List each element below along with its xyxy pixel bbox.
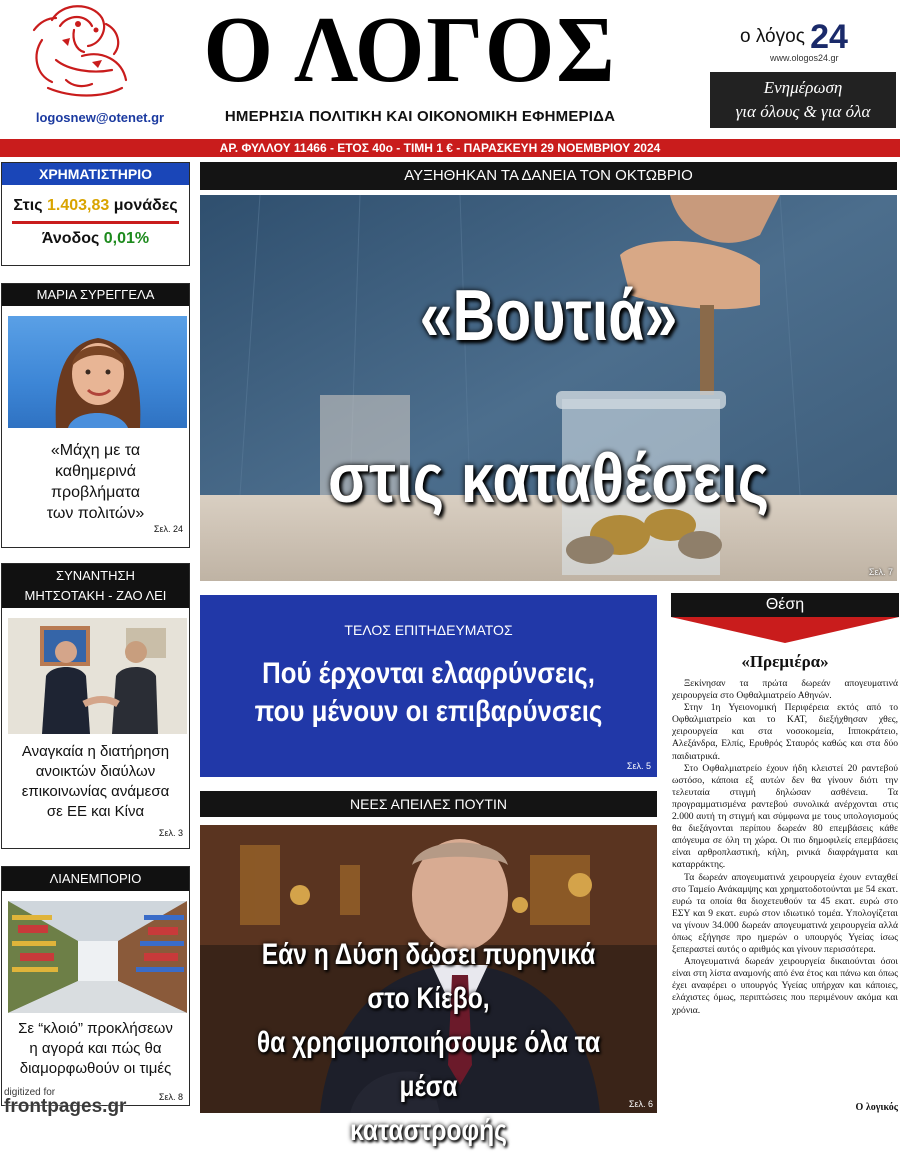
logos24-url[interactable]: www.ologos24.gr (770, 53, 839, 63)
tax-kicker: ΤΕΛΟΣ ΕΠΙΤΗΔΕΥΜΑΤΟΣ (344, 622, 513, 638)
editorial-paragraph: Στο Οφθαλμιατρείο έχουν ήδη κλειστεί 20 ραντεβού ωστόσο, κάποια εξ αυτών δεν θα γίνουν διότι την τελευταία στιγμή δηλώσαν ασθένεια. Τα προγραμματισμένα ραντεβού συνολικά ανέρχονται στις 2.000 αυτή τη στιγμή και σύμφωνα με τους υπολογισμούς θα διεξάγονται περίπου δωρεάν 80 επεμβάσεις κάθε απόγευμα σε όλη τη χώρα. Οι πιο δημοφιλείς επεμβάσεις είναι αρθροπλαστική, κήλη, ρινικά διαφράγματα και καταρράκτης. (672, 762, 898, 871)
quote-line: καθημερινά (54, 463, 137, 480)
tagline-box (710, 72, 896, 128)
hero-kicker: ΑΥΞΗΘΗΚΑΝ ΤΑ ΔΑΝΕΙΑ ΤΟΝ ΟΚΤΩΒΡΙΟ (200, 162, 897, 190)
story-line: ανοικτών διαύλων (35, 763, 156, 780)
putin-title-line-2: θα χρησιμοποιήσουμε όλα τα μέσα (256, 1026, 601, 1103)
stock-points-suffix: μονάδες (113, 197, 178, 214)
story-meeting[interactable] (1, 563, 190, 849)
issue-info: ΑΡ. ΦΥΛΛΟΥ 11466 - ΕΤΟΣ 40ο - ΤΙΜΗ 1 € - ΠΑΡΑΣΚΕΥΗ 29 ΝΟΕΜΒΡΙΟΥ 2024 (219, 141, 661, 155)
portrait-photo (8, 316, 187, 428)
stock-points-prefix: Στις (13, 197, 43, 214)
story-retail-text (2, 1019, 189, 1079)
watermark-site: frontpages.gr (4, 1096, 127, 1117)
tax-title[interactable] (232, 655, 625, 731)
page-ref: Σελ. 6 (628, 1099, 653, 1109)
editorial-title[interactable]: «Πρεμιέρα» (741, 652, 829, 671)
story-line: επικοινωνίας ανάμεσα (21, 783, 170, 800)
page-ref: Σελ. 7 (868, 567, 893, 577)
tax-title-line-1: Πού έρχονται ελαφρύνσεις, (262, 657, 595, 690)
watermark (4, 1088, 164, 1116)
editorial-heading: Θέση (671, 593, 899, 617)
stock-change (12, 221, 179, 248)
story-retail-heading: ΛΙΑΝΕΜΠΟΡΙΟ (2, 867, 189, 891)
newspaper-subtitle: ΗΜΕΡΗΣΙΑ ΠΟΛΙΤΙΚΗ ΚΑΙ ΟΙΚΟΝΟΜΙΚΗ ΕΦΗΜΕΡΙΔΑ (224, 108, 616, 125)
watermark-small: digitized for (4, 1087, 56, 1098)
tagline-line-2: για όλους & για όλα (735, 102, 871, 121)
quote-line: των πολιτών» (46, 505, 145, 522)
stock-points-value: 1.403,83 (47, 197, 110, 214)
story-meeting-heading-line-2: ΜΗΤΣΟΤΑΚΗ - ΖΑΟ ΛΕΙ (24, 588, 167, 603)
hero-title-line-1[interactable]: «Βουτιά» (419, 276, 678, 356)
tagline-line-1: Ενημέρωση (763, 78, 843, 97)
stock-points (2, 197, 189, 215)
page-ref: Σελ. 8 (158, 1092, 183, 1102)
quote-line: «Μάχη με τα (50, 442, 141, 459)
logos24-logo (740, 18, 850, 57)
stock-change-value: 0,01% (103, 230, 150, 247)
stock-change-prefix: Άνοδος (41, 230, 100, 247)
tax-title-line-2: που μένουν οι επιβαρύνσεις (254, 695, 603, 728)
putin-kicker: ΝΕΕΣ ΑΠΕΙΛΕΣ ΠΟΥΤΙΝ (200, 791, 657, 817)
story-line: Αναγκαία η διατήρηση (21, 743, 170, 760)
supermarket-photo (8, 901, 187, 1013)
editorial-paragraph: Ξεκίνησαν τα πρώτα δωρεάν απογευματινά χειρουργεία στο Οφθαλμιατρείο Αθηνών. (672, 678, 898, 702)
story-line: σε ΕΕ και Κίνα (46, 803, 145, 820)
stock-box[interactable] (1, 162, 190, 266)
story-line: Σε “κλοιό” προκλήσεων (18, 1020, 173, 1037)
story-syregela-heading: ΜΑΡΙΑ ΣΥΡΕΓΓΕΛΑ (2, 284, 189, 306)
story-syregela-quote (2, 440, 189, 524)
story-syregela[interactable] (1, 283, 190, 548)
editorial-paragraph: Τα δωρεάν απογευματινά χειρουργεία έχουν ενταχθεί στο Ταμείο Ανάκαμψης και χρηματοδοτούνται με 54 εκατ. ευρώ τα οποία θα διοχετευθούν τα 45 εκατ. ευρώ στο ΕΣΥ και 9 εκατ. ευρώ στον ιδιωτικό τομέα. Υπολογίζεται να γίνουν 34.000 δωρεάν απογευματινά χειρουργεία αλλά όπως εξήγησε προ ημερών ο υπουργός Υγείας ίσως ξεπεραστεί αυτός ο αριθμός και γίνουν περισσότερα. (672, 871, 898, 956)
story-meeting-heading-line-1: ΣΥΝΑΝΤΗΣΗ (56, 568, 135, 583)
logos24-logo-text: ο λόγος (740, 26, 805, 47)
page-ref: Σελ. 24 (153, 524, 183, 534)
stock-heading: ΧΡΗΜΑΤΙΣΤΗΡΙΟ (2, 163, 189, 185)
hero-title-line-2[interactable]: στις καταθέσεις (327, 439, 770, 517)
newspaper-title: Ο ΛΟΓΟΣ (203, 0, 617, 102)
hero-photo[interactable] (200, 195, 897, 581)
contact-email[interactable]: logosnew@otenet.gr (35, 110, 165, 125)
meeting-photo (8, 618, 187, 734)
quote-line: προβλήματα (51, 484, 140, 501)
logos24-logo-number: 24 (810, 18, 848, 56)
editorial-arrow (671, 617, 899, 643)
newspaper-emblem (22, 0, 142, 104)
putin-title[interactable] (241, 933, 616, 1153)
story-retail[interactable] (1, 866, 190, 1106)
page-ref: Σελ. 3 (158, 828, 183, 838)
editorial-body (672, 678, 898, 1124)
story-line: διαμορφωθούν οι τιμές (19, 1060, 172, 1077)
story-line: η αγορά και πώς θα (29, 1040, 162, 1057)
putin-title-line-1: Εάν η Δύση δώσει πυρηνικά στο Κίεβο, (261, 938, 596, 1015)
story-meeting-text (2, 742, 189, 822)
editorial-signature: Ο λογικός (855, 1102, 898, 1113)
editorial-paragraph: Απογευματινά δωρεάν χειρουργεία δικαιούνται όσοι είναι στη λίστα αναμονής από ένα έτος και πάνω και όπως έχει αναφέρει ο υπουργός Υγείας υπήρχαν και κάποιες, ελάχιστες όμως, περιπτώσεις που περιμένουν ακόμα και χρόνια. (672, 956, 898, 1016)
editorial-paragraph: Στην 1η Υγειονομική Περιφέρεια εκτός από το Οφθαλμιατρείο και το ΚΑΤ, διεξήχθησαν χθες, χειρουργεία και στα νοσοκομεία, Ιπποκράτειο, Αλεξάνδρα, Ελπίς, Ερυθρός Σταυρός καθώς και στα δύο παιδιατρικά. (672, 702, 898, 762)
story-meeting-heading (2, 564, 189, 608)
putin-title-line-3: καταστροφής (350, 1114, 507, 1147)
page-ref: Σελ. 5 (626, 761, 651, 771)
